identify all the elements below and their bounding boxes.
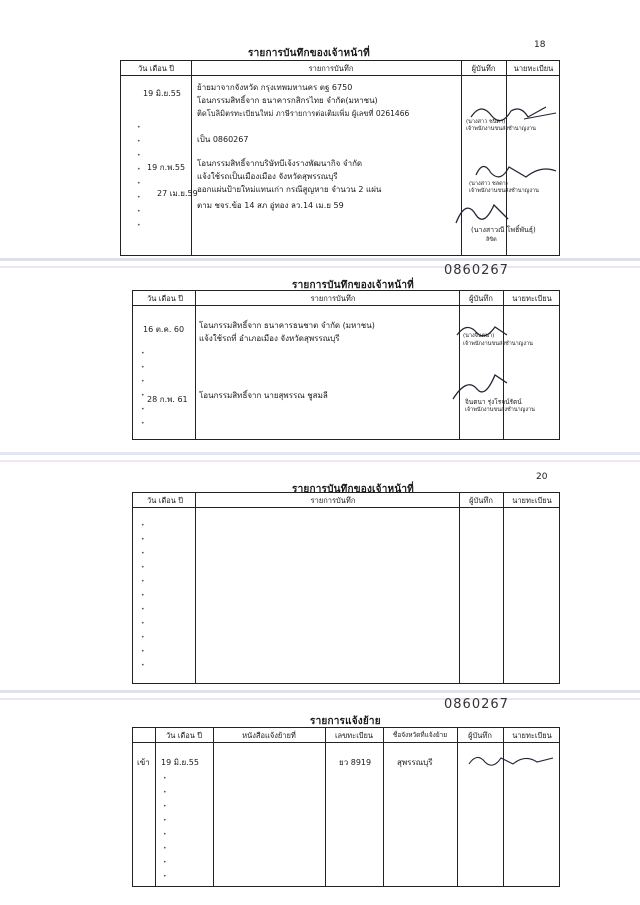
page-number-18: 18 bbox=[534, 40, 546, 50]
signature-name: (นางสาวณี โพธิ์พันธุ์) bbox=[471, 226, 536, 234]
transfer-date: 19 มิ.ย.55 bbox=[161, 758, 199, 767]
page-number-20: 20 bbox=[536, 472, 548, 482]
header-registrar: นายทะเบียน bbox=[513, 64, 554, 73]
col-divider bbox=[213, 728, 214, 886]
header-recorder: ผู้บันทึก bbox=[469, 294, 493, 303]
entry-line: โอนกรรมสิทธิ์จาก ธนาคารกสิกรไทย จำกัด(มหาชน) bbox=[197, 96, 378, 105]
header-date: วัน เดือน ปี bbox=[166, 731, 202, 740]
signature-caption: เจ้าพนักงานขนส่งชำนาญงาน bbox=[465, 407, 535, 413]
doc-number: 0860267 bbox=[444, 697, 509, 712]
header-date: วัน เดือน ปี bbox=[147, 294, 183, 303]
signature-name: จินตนา รุ่งโรจน์รัตน์ bbox=[465, 398, 522, 406]
signature-mark bbox=[446, 193, 516, 229]
header-date: วัน เดือน ปี bbox=[147, 496, 183, 505]
scan-noise bbox=[0, 460, 640, 462]
entry-line: ตาม ชจร.ข้อ 14 สภ อู่ทอง ลว.14 เม.ย 59 bbox=[197, 201, 344, 210]
header-recorder: ผู้บันทึก bbox=[469, 496, 493, 505]
entry-line: โอนกรรมสิทธิ์จากบริษัทบีเจ้งรางพัฒนากิจ จำกัด bbox=[197, 159, 363, 168]
signature-caption: เจ้าพนักงานขนส่งชำนาญงาน bbox=[463, 341, 533, 347]
scan-noise bbox=[0, 698, 640, 700]
officer-record-table-2 bbox=[132, 290, 560, 440]
col-divider bbox=[459, 291, 460, 439]
entry-line: ย้ายมาจากจังหวัด กรุงเทพมหานคร ตฐ 6750 bbox=[197, 83, 353, 92]
col-divider bbox=[195, 493, 196, 683]
signature-name: (นางจินตนา) bbox=[463, 333, 495, 339]
transfer-notice-table bbox=[132, 727, 560, 887]
header-province: ชื่อจังหวัดที่แจ้งย้าย bbox=[392, 731, 448, 739]
header-registrar: นายทะเบียน bbox=[512, 731, 552, 740]
col-divider bbox=[457, 728, 458, 886]
header-entry: รายการบันทึก bbox=[310, 496, 356, 505]
officer-record-table-1 bbox=[120, 60, 560, 256]
scan-noise bbox=[0, 690, 640, 693]
transfer-type: เข้า bbox=[137, 758, 150, 767]
section-title-4: รายการแจ้งย้าย bbox=[310, 716, 381, 727]
entry-line: โอนกรรมสิทธิ์จาก ธนาคารธนชาต จำกัด (มหาชน) bbox=[199, 321, 375, 330]
header-recorder: ผู้บันทึก bbox=[468, 731, 492, 740]
header-date: วัน เดือน ปี bbox=[138, 64, 174, 73]
section-title-1: รายการบันทึกของเจ้าหน้าที่ bbox=[248, 48, 370, 59]
col-divider bbox=[191, 61, 192, 255]
entry-date: 16 ต.ค. 60 bbox=[143, 325, 185, 334]
col-divider bbox=[195, 291, 196, 439]
margin-dots: • • • • • • • • • • • bbox=[141, 522, 145, 669]
entry-date: 27 เม.ย.59 bbox=[157, 189, 198, 198]
entry-line: โอนกรรมสิทธิ์จาก นายสุพรรณ ชูสมลี bbox=[199, 391, 328, 400]
doc-number: 0860267 bbox=[444, 263, 509, 278]
scan-noise bbox=[0, 258, 640, 261]
signature-name: (นางสาว ชนิดา) bbox=[466, 119, 506, 125]
officer-record-table-3 bbox=[132, 492, 560, 684]
entry-line: แจ้งใช้รถเป็นเมืองเมือง จังหวัดสุพรรณบุรี bbox=[197, 172, 338, 181]
transfer-reg: ยว 8919 bbox=[339, 758, 372, 767]
margin-dots: • • • • • • • • bbox=[163, 775, 167, 880]
col-divider bbox=[155, 728, 156, 886]
header-entry: รายการบันทึก bbox=[308, 64, 354, 73]
signature-caption: เจ้าพนักงานขนส่งชำนาญงาน bbox=[469, 188, 539, 194]
header-entry: รายการบันทึก bbox=[310, 294, 356, 303]
header-registrar: นายทะเบียน bbox=[512, 294, 552, 303]
section-title-3: รายการบันทึกของเจ้าหน้าที่ bbox=[292, 484, 414, 495]
signature-mark bbox=[451, 317, 511, 343]
col-divider bbox=[503, 291, 504, 439]
entry-line: ติดโบลิมิตรทะเบียนใหม่ ภาษีรายการต่อเติมเพิ่ม ผู้เลขที่ 0261466 bbox=[197, 109, 410, 118]
signature-mark bbox=[463, 746, 558, 774]
entry-line: ออกแผ่นป้ายใหม่แทนเก่า กรณีสูญหาย จำนวน 2 แผ่น bbox=[197, 185, 382, 194]
scan-noise bbox=[0, 452, 640, 455]
transfer-province: สุพรรณบุรี bbox=[397, 758, 433, 767]
scan-noise bbox=[0, 266, 640, 268]
margin-dots: • • • • • • • • bbox=[137, 124, 141, 229]
header-notice: หนังสือแจ้งย้ายที่ bbox=[242, 731, 296, 740]
col-divider bbox=[503, 493, 504, 683]
signature-name: (นางสาว ชลดา) bbox=[469, 181, 508, 187]
entry-date: 28 ก.พ. 61 bbox=[147, 395, 188, 404]
header-recorder: ผู้บันทึก bbox=[471, 64, 496, 73]
col-divider bbox=[459, 493, 460, 683]
margin-dots: • • • • • • bbox=[141, 350, 145, 427]
col-divider bbox=[325, 728, 326, 886]
entry-line: แจ้งใช้รถที่ อำเภอเมือง จังหวัดสุพรรณบุรี bbox=[199, 334, 340, 343]
entry-line: เป็น 0860267 bbox=[197, 135, 249, 144]
section-title-2: รายการบันทึกของเจ้าหน้าที่ bbox=[292, 280, 414, 291]
header-registrar: นายทะเบียน bbox=[512, 496, 552, 505]
entry-date: 19 มิ.ย.55 bbox=[143, 89, 181, 98]
entry-date: 19 ก.พ.55 bbox=[147, 163, 186, 172]
signature-caption: ลิขิต bbox=[486, 237, 497, 243]
header-reg: เลขทะเบียน bbox=[334, 731, 374, 740]
signature-caption: เจ้าพนักงานขนส่งชำนาญงาน bbox=[466, 126, 536, 132]
col-divider bbox=[383, 728, 384, 886]
